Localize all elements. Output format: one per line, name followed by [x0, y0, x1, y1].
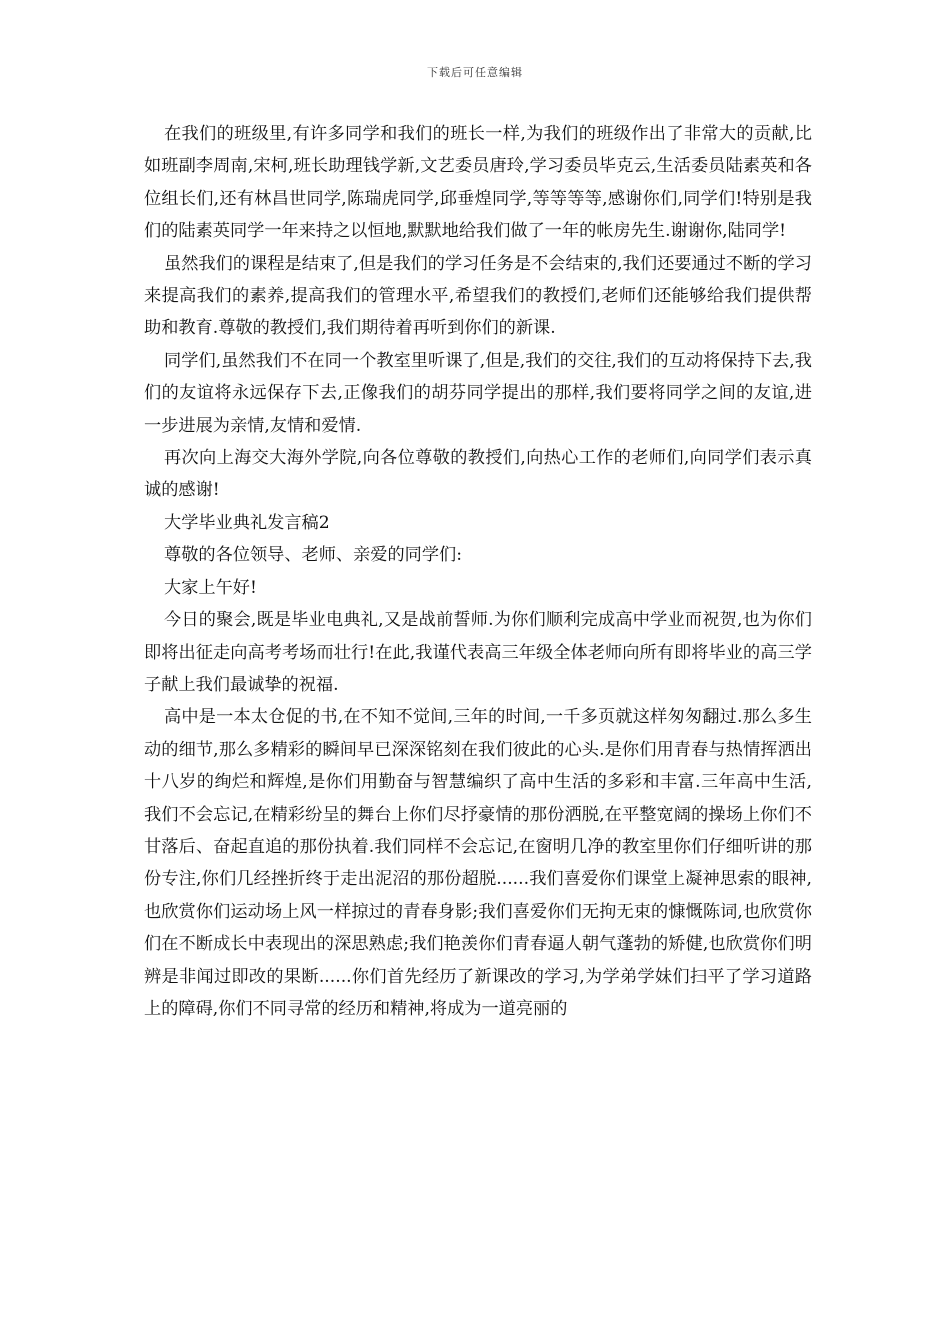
paragraph-greeting: 大家上午好! — [164, 577, 257, 598]
paragraph-salutation: 尊敬的各位领导、老师、亲爱的同学们: — [164, 545, 462, 566]
paragraph-high-school-memories: 高中是一本太仓促的书,在不知不觉间,三年的时间,一千多页就这样匆匆翻过.那么多生动的细节,那么多精彩的瞬间早已深深铭刻在我们彼此的心头.是你们用青春与热情挥洒出十八岁的绚烂和辉煌,是你们用勤奋与智慧编织了高中生活的多彩和丰富.三年高中生活,我们不会忘记,在精彩纷呈的舞台上你们尽抒豪情的那份洒脱,在平整宽阔的操场上你们不甘落后、奋起直追的那份执着.我们同样不会忘记,在窗明几净的教室里你们仔细听讲的那份专注,你们几经挫折终于走出泥沼的那份超脱......我们喜爱你们课堂上凝神思索的眼神,也欣赏你们运动场上风一样掠过的青春身影;我们喜爱你们无拘无束的慷慨陈词,也欣赏你们在不断成长中表现出的深思熟虑;我们艳羡你们青春逼人朝气蓬勃的矫健,也欣赏你们明辨是非闻过即改的果断......你们首先经历了新课改的学习,为学弟学妹们扫平了学习道路上的障碍,你们不同寻常的经历和精神,将成为一道亮丽的 — [144, 707, 812, 1019]
document-body — [144, 118, 812, 1025]
paragraph-continue-learning: 虽然我们的课程是结束了,但是我们的学习任务是不会结束的,我们还要通过不断的学习来提高我们的素养,提高我们的管理水平,希望我们的教授们,老师们还能够给我们提供帮助和教育.尊敬的教授们,我们期待着再听到你们的新课. — [144, 253, 812, 339]
paragraph-class-contributors: 在我们的班级里,有许多同学和我们的班长一样,为我们的班级作出了非常大的贡献,比如班副李周南,宋柯,班长助理钱学新,文艺委员唐玲,学习委员毕克云,生活委员陆素英和各位组长们,还有林昌世同学,陈瑞虎同学,邱垂煌同学,等等等等,感谢你们,同学们!特别是我们的陆素英同学一年来持之以恒地,默默地给我们做了一年的帐房先生.谢谢你,陆同学! — [144, 124, 812, 242]
page-header-note: 下载后可任意编辑 — [427, 66, 523, 79]
paragraph-friendship: 同学们,虽然我们不在同一个教室里听课了,但是,我们的交往,我们的互动将保持下去,我们的友谊将永远保存下去,正像我们的胡芬同学提出的那样,我们要将同学之间的友谊,进一步进展为亲情,友情和爱情. — [144, 350, 812, 436]
section-title: 大学毕业典礼发言稿2 — [164, 512, 330, 533]
paragraph-thanks: 再次向上海交大海外学院,向各位尊敬的教授们,向热心工作的老师们,向同学们表示真诚的感谢! — [144, 448, 812, 501]
paragraph-ceremony-intro: 今日的聚会,既是毕业电典礼,又是战前誓师.为你们顺利完成高中学业而祝贺,也为你们即将出征走向高考考场而壮行!在此,我谨代表高三年级全体老师向所有即将毕业的高三学子献上我们最诚挚的祝福. — [144, 610, 812, 695]
